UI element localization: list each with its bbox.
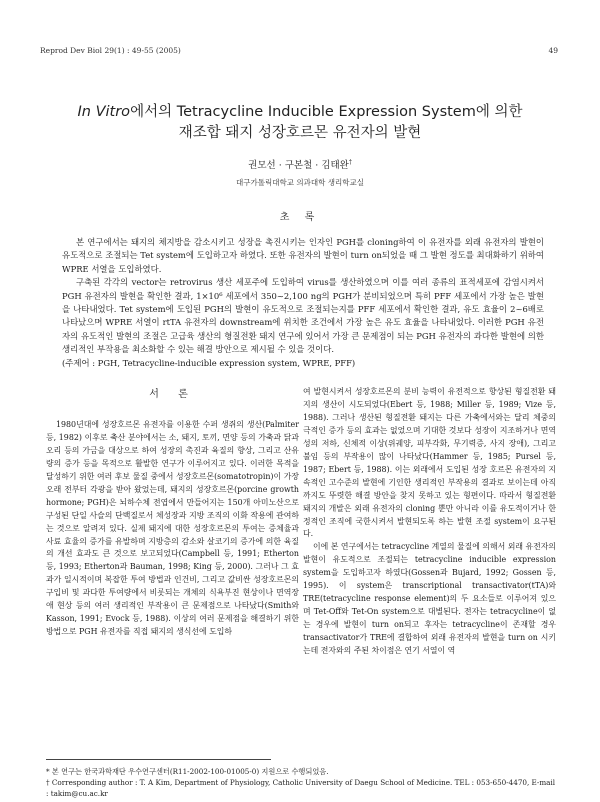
page-number: 49 [548, 46, 558, 55]
footnotes [46, 766, 556, 799]
abstract-keywords: (주제어 : PGH, Tetracycline-inducible expression system, WPRE, PFF) [62, 357, 356, 368]
left-column [46, 386, 299, 639]
abstract-paragraph-2: 구축된 각각의 vector는 retrovirus 생산 세포주에 도입하여 virus를 생산하였으며 이를 여러 종류의 표적세포에 감염시켜서 PGH 유전자의 발현을 확인한 결과, 1×10⁶ 세포에서 350~2,100 ng의 PGH가 분비되었으며 특히 PFF 세포에서 가장 높은 발현을 나타내었다. Tet system에 도입된 PGH의 발현이 유도적으로 조절되는지를 PFF 세포에서 확인한 결과, 유도 효율이 2~6배로 나타났으며 WPRE 서열이 rtTA 유전자의 downstream에 위치한 조건에서 가장 높은 유도 효율을 나타내었다. 이러한 PGH 유전자의 유도적인 발현의 조절은 고급육 생산의 형질전환 돼지 연구에 있어서 가장 큰 문제점이 되는 PGH 유전자의 과다한 발현에 의한 생리적인 부작용을 최소화할 수 있는 해결 방안으로 제시될 수 있을 것이다. [62, 277, 544, 355]
title-line-1-text: 에서의 Tetracycline Inducible Expression System에 의한 [130, 104, 523, 120]
abstract-paragraph-1: 본 연구에서는 돼지의 체지방을 감소시키고 성장을 촉진시키는 인자인 PGH를 cloning하여 이 유전자를 외래 유전자의 발현이 유도적으로 조절되는 Tet system에 도입하고자 하였다. 또한 유전자의 발현이 turn on되었을 때 그 발현 정도를 최대화하기 위하여 WPRE 서열을 도입하였다. [62, 237, 544, 274]
title-line-2: 재조합 돼지 성장호르몬 유전자의 발현 [178, 125, 422, 141]
title-italic-term: In Vitro [77, 104, 131, 120]
affiliation: 대구가톨릭대학교 의과대학 생리학교실 [236, 178, 364, 187]
abstract-body [62, 236, 544, 370]
footnote-divider [46, 759, 271, 760]
right-column [303, 386, 556, 658]
intro-paragraph-1: 1980년대에 성장호르몬 유전자를 이용한 수퍼 생쥐의 생산(Palmiter 등, 1982) 이후로 축산 분야에서는 소, 돼지, 토끼, 면양 등의 가축과 닭과 오리 등의 가금을 대상으로 하여 성장의 촉진과 육질의 향상, 그리고 산유량의 증가 등을 목적으로 활발한 연구가 이루어지고 있다. 이러한 목적을 달성하기 위한 여러 후보 물질 중에서 성장호르몬(somatotropin)이 가장 오래 전부터 각광을 받아 왔었는데, 돼지의 성장호르몬(porcine growth hormone; PGH)은 뇌하수체 전엽에서 만들어지는 150개 아미노산으로 구성된 단일 사슬의 단백질로서 체성장과 지방 조직의 이화 작용에 관여하는 것으로 알려져 있다. 실제 돼지에 대한 성장호르몬의 투여는 증체율과 사료 효율의 증가를 유발하며 지방층의 감소와 살코기의 증가에 의한 육질의 개선 효과도 큰 것으로 보고되었다(Campbell 등, 1991; Etherton 등, 1993; Etherton과 Bauman, 1998; King 등, 2000). 그러나 그 효과가 일시적이며 복잡한 투여 방법과 인건비, 그리고 값비싼 성장호르몬의 구입비 및 과다한 투여량에서 비롯되는 개체의 식욕부진 현상이나 면역장애 현상 등의 여러 생리적인 부작용이 큰 문제점으로 나타났다(Smith와 Kasson, 1991; Evock 등, 1988). 이상의 여러 문제점을 해결하기 위한 방법으로 PGH 유전자를 직접 돼지의 생식선에 도입하 [46, 419, 299, 637]
intro-paragraph-2: 이에 본 연구에서는 tetracycline 계열의 물질에 의해서 외래 유전자의 발현이 유도적으로 조절되는 tetracycline inducible expression system을 도입하고자 하였다(Gossen과 Bujard, 1992; Gossen 등, 1995). 이 system은 transcriptional transactivator(tTA)와 TRE(tetracycline response element)의 두 요소들로 이루어져 있으며 Tet-Off와 Tet-On system으로 대별된다. 전자는 tetracycline이 없는 경우에 발현이 turn on되고 후자는 tetracycline이 존재할 경우 transactivator가 TRE에 결합하여 외래 유전자의 발현을 turn on 시키는데 전자와의 주된 차이점은 연기 서열이 역 [303, 542, 556, 656]
journal-citation: Reprod Dev Biol 29(1) : 49-55 (2005) [40, 46, 181, 55]
paper-title [40, 102, 560, 144]
introduction-heading: 서 론 [149, 389, 196, 400]
corresponding-author-footnote: † Corresponding author : T. A Kim, Department of Physiology, Catholic University of Daegu School of Medicine. TEL : 053-650-4470, E-mail : takim@cu.ac.kr [46, 778, 556, 798]
intro-paragraph-1-continued: 여 발현시켜서 성장호르몬의 분비 능력이 유전적으로 향상된 형질전환 돼지의 생산이 시도되었다(Ebert 등, 1988; Miller 등, 1989; Vize 등, 1988). 그러나 생산된 형질전환 돼지는 다른 가축에서와는 달리 체중의 극적인 증가 등의 효과는 없었으며 기대한 것보다 성장이 지조하거나 면역성의 저하, 신체적 이상(위궤양, 피부각화, 무기력증, 사지 장애), 그리고 불임 등의 부작용이 많이 나타났다(Hammer 등, 1985; Pursel 등, 1987; Ebert 등, 1988). 이는 외래에서 도입된 성장 호르몬 유전자의 지속적인 고수준의 발현에 기인한 생리적인 부작용의 결과로 보이는데 아직까지도 뚜렷한 해결 방안을 찾지 못하고 있는 형편이다. 따라서 형질전환 돼지의 개발은 외래 유전자의 cloning 뿐만 아니라 이를 유도적이거나 한정적인 조직에 국한시켜서 발현되도록 하는 발현 조절 system이 요구된다. [303, 387, 556, 539]
abstract-heading: 초 록 [279, 212, 321, 223]
author-names: 권모선 · 구본철 · 김태완 [248, 160, 349, 171]
corresponding-mark: † [348, 158, 352, 166]
title-line-1 [40, 102, 560, 123]
funding-footnote: * 본 연구는 한국과학재단 우수연구센터(R11-2002-100-01005-0) 지원으로 수행되었음. [46, 767, 329, 776]
author-list [0, 157, 600, 171]
